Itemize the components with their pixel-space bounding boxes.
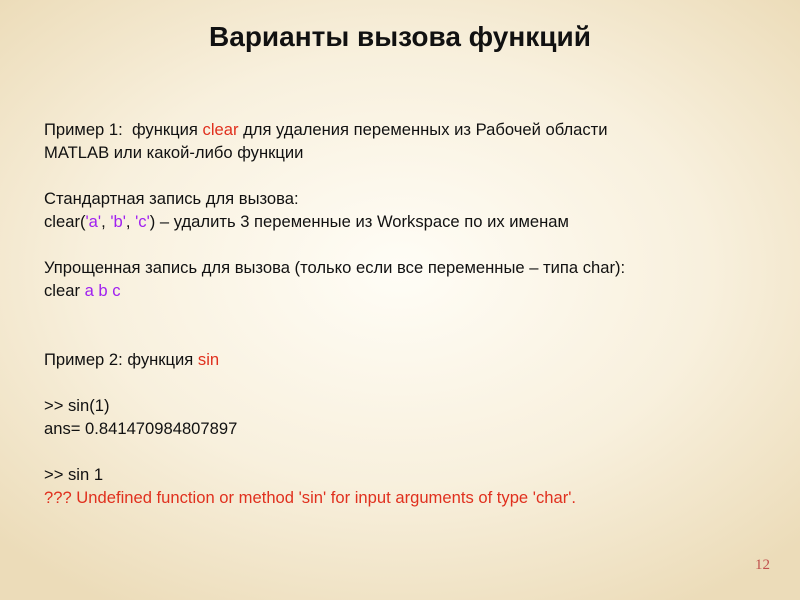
example2-call2: >> sin 1 — [44, 465, 104, 484]
example2-error-message: ??? Undefined function or method 'sin' for input arguments of type 'char'. — [44, 488, 576, 507]
example2-intro — [44, 348, 774, 371]
spacer — [44, 325, 774, 348]
example2-keyword-sin: sin — [197, 350, 220, 369]
example2-intro-prefix: Пример 2: функция — [44, 350, 198, 369]
spacer — [44, 302, 774, 325]
example1-intro-suffix: для удаления переменных из Рабочей области — [238, 120, 608, 139]
standard-call-line — [44, 210, 774, 233]
example2-call1: >> sin(1) — [44, 396, 110, 415]
standard-call-arg-c: 'c' — [135, 212, 150, 231]
example2-result1: ans= 0.841470984807897 — [44, 419, 238, 438]
standard-heading: Стандартная запись для вызова: — [44, 189, 299, 208]
spacer — [44, 371, 774, 394]
standard-call-sep: , — [101, 212, 111, 231]
simplified-call-line — [44, 279, 774, 302]
slide-content — [44, 118, 774, 509]
standard-call-comment: – удалить 3 переменные из Workspace по их именам — [155, 212, 569, 231]
spacer — [44, 164, 774, 187]
standard-call-arg-b: 'b' — [110, 212, 126, 231]
standard-call-open: clear( — [44, 212, 86, 231]
example1-intro-line1 — [44, 118, 774, 141]
simplified-call-args: a b c — [84, 281, 121, 300]
standard-call-close: ) — [149, 212, 156, 231]
spacer — [44, 233, 774, 256]
page-number: 12 — [755, 557, 770, 573]
example1-intro-prefix: Пример 1: функция — [44, 120, 203, 139]
simplified-heading: Упрощенная запись для вызова (только если все переменные – типа char): — [44, 258, 626, 277]
standard-call-arg-a: 'a' — [85, 212, 102, 231]
simplified-call-command: clear — [44, 281, 85, 300]
example1-intro-line2: MATLAB или какой-либо функции — [44, 143, 304, 162]
spacer — [44, 440, 774, 463]
standard-call-sep: , — [125, 212, 136, 231]
example1-keyword-clear: clear — [202, 120, 239, 139]
slide-title: Варианты вызова функций — [209, 21, 591, 52]
